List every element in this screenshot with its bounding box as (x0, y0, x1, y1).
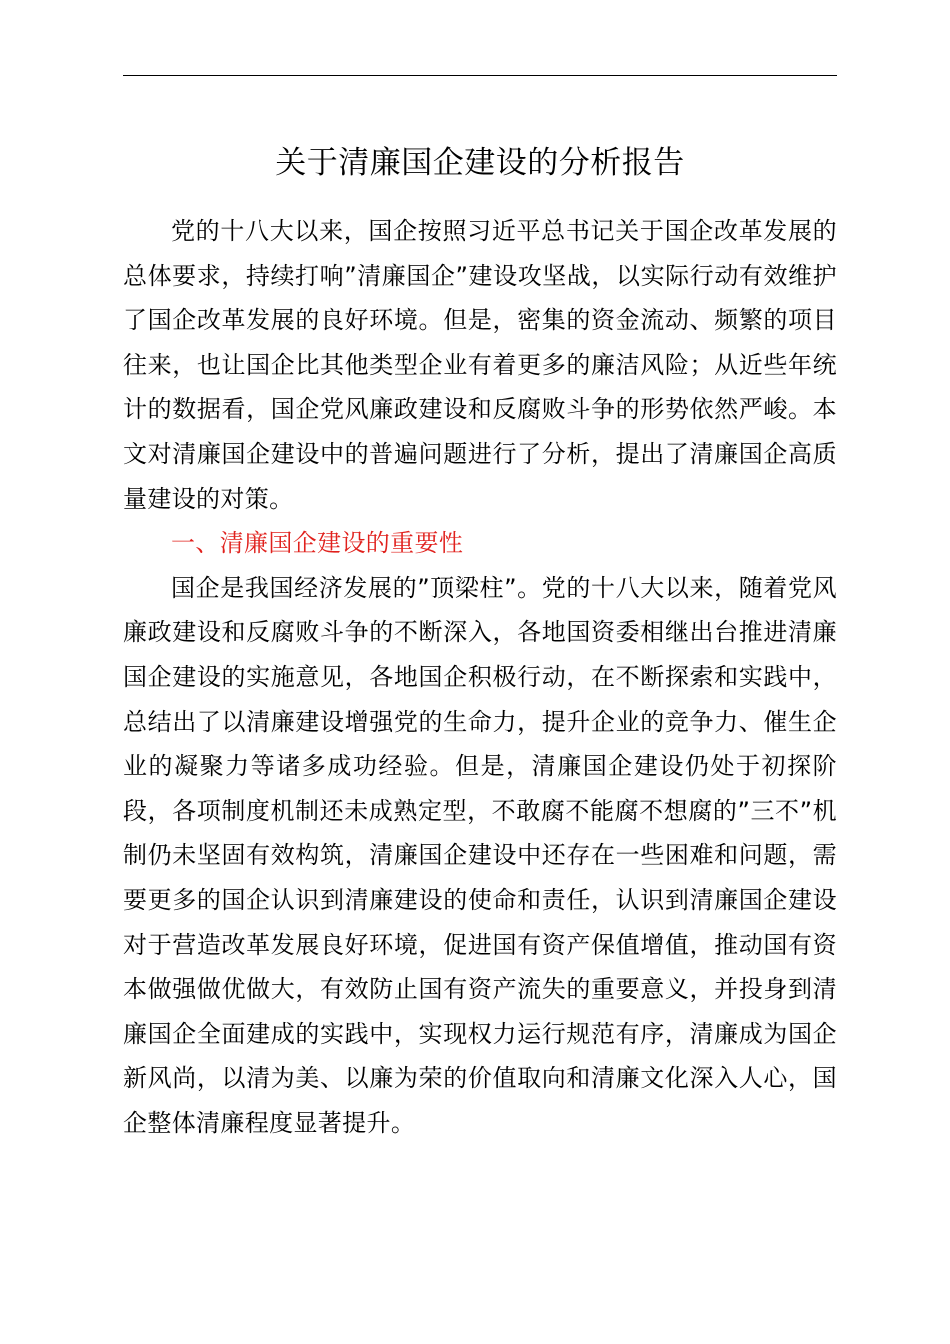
intro-paragraph: 党的十八大以来，国企按照习近平总书记关于国企改革发展的总体要求，持续打响”清廉国企”建设攻坚战，以实际行动有效维护了国企改革发展的良好环境。但是，密集的资金流动、频繁的项目往来，也让国企比其他类型企业有着更多的廉洁风险；从近些年统计的数据看，国企党风廉政建设和反腐败斗争的形势依然严峻。本文对清廉国企建设中的普遍问题进行了分析，提出了清廉国企高质量建设的对策。 (123, 217, 837, 513)
header-rule (123, 75, 837, 76)
document-title: 关于清廉国企建设的分析报告 (275, 145, 685, 181)
body-paragraph: 国企是我国经济发展的”顶梁柱”。党的十八大以来，随着党风廉政建设和反腐败斗争的不断深入，各地国资委相继出台推进清廉国企建设的实施意见，各地国企积极行动，在不断探索和实践中，总结出了以清廉建设增强党的生命力，提升企业的竞争力、催生企业的凝聚力等诸多成功经验。但是，清廉国企建设仍处于初探阶段，各项制度机制还未成熟定型，不敢腐不能腐不想腐的”三不”机制仍未坚固有效构筑，清廉国企建设中还存在一些困难和问题，需要更多的国企认识到清廉建设的使命和责任，认识到清廉国企建设对于营造改革发展良好环境，促进国有资产保值增值，推动国有资本做强做优做大，有效防止国有资产流失的重要意义，并投身到清廉国企全面建成的实践中，实现权力运行规范有序，清廉成为国企新风尚，以清为美、以廉为荣的价值取向和清廉文化深入人心，国企整体清廉程度显著提升。 (123, 573, 837, 1137)
document-body (123, 209, 837, 1145)
section-heading-importance: 一、清廉国企建设的重要性 (171, 529, 464, 558)
